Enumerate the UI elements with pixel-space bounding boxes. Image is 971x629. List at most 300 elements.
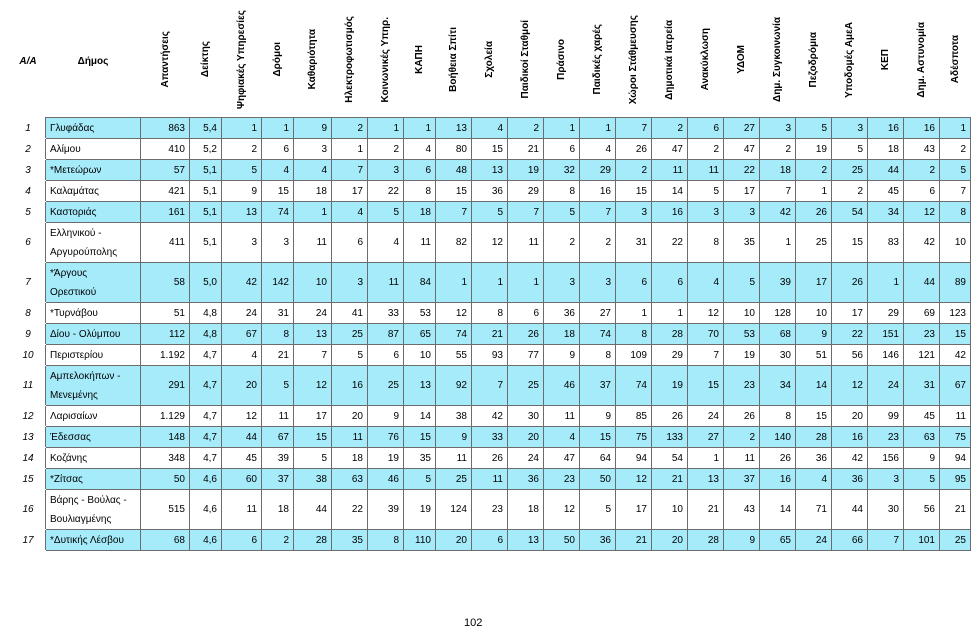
table-cell: 12	[294, 366, 332, 406]
municipality-ranking-table	[10, 5, 971, 551]
table-cell: 7	[436, 202, 472, 223]
table-cell: 83	[868, 223, 904, 263]
table-cell: 16	[904, 118, 940, 139]
table-cell: 3	[832, 118, 868, 139]
table-cell: 2	[832, 181, 868, 202]
table-cell: 15	[472, 139, 508, 160]
table-cell: 24	[294, 303, 332, 324]
table-cell: 12	[544, 490, 580, 530]
table-cell: 34	[760, 366, 796, 406]
table-cell: 42	[760, 202, 796, 223]
table-cell: 8	[688, 223, 724, 263]
table-cell: 89	[940, 263, 971, 303]
table-cell: 12	[832, 366, 868, 406]
table-cell: 29	[868, 303, 904, 324]
table-cell: 50	[141, 469, 190, 490]
table-cell: 35	[332, 530, 368, 551]
table-cell: 28	[294, 530, 332, 551]
table-cell: 2	[724, 427, 760, 448]
table-cell: 4	[404, 139, 436, 160]
row-index: 3	[11, 160, 46, 181]
table-cell: 12	[616, 469, 652, 490]
table-cell: 5	[222, 160, 262, 181]
table-cell: 34	[868, 202, 904, 223]
table-cell: 6	[368, 345, 404, 366]
table-cell: 101	[904, 530, 940, 551]
table-cell: 58	[141, 263, 190, 303]
row-index: 1	[11, 118, 46, 139]
table-cell: 69	[904, 303, 940, 324]
table-cell: 4	[294, 160, 332, 181]
table-cell: 3	[760, 118, 796, 139]
table-cell: 18	[262, 490, 294, 530]
table-cell: 24	[508, 448, 544, 469]
table-cell: 8	[616, 324, 652, 345]
table-cell: 20	[332, 406, 368, 427]
table-cell: 20	[652, 530, 688, 551]
column-header-label: Παιδικοί Σταθμοί	[520, 20, 531, 99]
table-cell: 8	[580, 345, 616, 366]
table-cell: 1	[940, 118, 971, 139]
table-cell: 26	[724, 406, 760, 427]
municipality-name: *Μετεώρων	[46, 160, 141, 181]
table-cell: 39	[760, 263, 796, 303]
table-cell: 9	[904, 448, 940, 469]
table-cell: 11	[652, 160, 688, 181]
table-cell: 8	[404, 181, 436, 202]
column-header-label: Δείκτης	[200, 41, 211, 78]
table-cell: 1.192	[141, 345, 190, 366]
table-cell: 74	[262, 202, 294, 223]
table-cell: 1	[472, 263, 508, 303]
table-cell: 27	[724, 118, 760, 139]
column-header	[760, 5, 796, 118]
table-cell: 64	[580, 448, 616, 469]
column-header	[796, 5, 832, 118]
table-cell: 121	[904, 345, 940, 366]
row-index: 17	[11, 530, 46, 551]
table-cell: 13	[472, 160, 508, 181]
table-cell: 56	[904, 490, 940, 530]
column-header-label: Βοήθεια Σπίτι	[448, 27, 459, 92]
municipality-name: Περιστερίου	[46, 345, 141, 366]
table-cell: 42	[904, 223, 940, 263]
table-cell: 15	[616, 181, 652, 202]
table-cell: 19	[652, 366, 688, 406]
row-index: 12	[11, 406, 46, 427]
table-cell: 5	[404, 469, 436, 490]
table-cell: 12	[688, 303, 724, 324]
table-cell: 13	[508, 530, 544, 551]
table-cell: 5,2	[190, 139, 222, 160]
table-cell: 15	[294, 427, 332, 448]
table-cell: 4,6	[190, 469, 222, 490]
table-cell: 3	[294, 139, 332, 160]
table-cell: 5,1	[190, 202, 222, 223]
table-cell: 16	[580, 181, 616, 202]
table-cell: 3	[368, 160, 404, 181]
table-cell: 71	[796, 490, 832, 530]
municipality-name: *Άργους Ορεστικού	[46, 263, 141, 303]
table-cell: 37	[724, 469, 760, 490]
table-cell: 1	[760, 223, 796, 263]
column-header-label: ΥΔΟΜ	[736, 45, 747, 74]
column-header	[294, 5, 332, 118]
table-cell: 17	[796, 263, 832, 303]
table-cell: 1	[580, 118, 616, 139]
table-cell: 161	[141, 202, 190, 223]
table-cell: 23	[472, 490, 508, 530]
table-cell: 8	[940, 202, 971, 223]
table-cell: 15	[796, 406, 832, 427]
table-cell: 35	[724, 223, 760, 263]
column-header	[940, 5, 971, 118]
table-cell: 1	[616, 303, 652, 324]
table-cell: 25	[940, 530, 971, 551]
table-cell: 8	[472, 303, 508, 324]
table-cell: 9	[796, 324, 832, 345]
table-cell: 19	[724, 345, 760, 366]
table-cell: 43	[904, 139, 940, 160]
table-cell: 2	[544, 223, 580, 263]
table-cell: 47	[544, 448, 580, 469]
table-cell: 11	[544, 406, 580, 427]
table-cell: 124	[436, 490, 472, 530]
table-cell: 1	[368, 118, 404, 139]
table-cell: 1.129	[141, 406, 190, 427]
table-cell: 5	[332, 345, 368, 366]
table-cell: 74	[616, 366, 652, 406]
column-header-label: Πράσινο	[556, 39, 567, 80]
table-cell: 22	[832, 324, 868, 345]
table-cell: 68	[141, 530, 190, 551]
row-index: 4	[11, 181, 46, 202]
table-cell: 4	[368, 223, 404, 263]
table-cell: 76	[368, 427, 404, 448]
table-cell: 21	[262, 345, 294, 366]
table-cell: 5	[580, 490, 616, 530]
table-cell: 3	[332, 263, 368, 303]
table-cell: 17	[616, 490, 652, 530]
row-index: 8	[11, 303, 46, 324]
table-cell: 19	[368, 448, 404, 469]
table-cell: 4,6	[190, 530, 222, 551]
table-cell: 6	[544, 139, 580, 160]
table-cell: 3	[544, 263, 580, 303]
column-header-label: Πεζοδρόμια	[808, 31, 819, 88]
table-row	[11, 223, 971, 263]
table-cell: 3	[262, 223, 294, 263]
table-cell: 94	[616, 448, 652, 469]
table-cell: 15	[940, 324, 971, 345]
table-cell: 4,6	[190, 490, 222, 530]
column-header-label: Δημοτικά Ιατρεία	[664, 19, 675, 100]
table-cell: 10	[404, 345, 436, 366]
table-cell: 65	[760, 530, 796, 551]
table-cell: 2	[222, 139, 262, 160]
table-cell: 5,4	[190, 118, 222, 139]
table-cell: 26	[652, 406, 688, 427]
table-row	[11, 469, 971, 490]
table-cell: 411	[141, 223, 190, 263]
table-cell: 8	[262, 324, 294, 345]
table-cell: 94	[940, 448, 971, 469]
table-row	[11, 324, 971, 345]
table-cell: 10	[940, 223, 971, 263]
table-cell: 348	[141, 448, 190, 469]
table-cell: 4,7	[190, 406, 222, 427]
table-cell: 27	[580, 303, 616, 324]
table-cell: 10	[652, 490, 688, 530]
table-cell: 18	[294, 181, 332, 202]
municipality-name: *Ζίτσας	[46, 469, 141, 490]
table-row	[11, 202, 971, 223]
table-cell: 4,7	[190, 427, 222, 448]
table-cell: 1	[544, 118, 580, 139]
municipality-name: Γλυφάδας	[46, 118, 141, 139]
row-index: 6	[11, 223, 46, 263]
table-cell: 4	[332, 202, 368, 223]
table-cell: 36	[544, 303, 580, 324]
table-cell: 5,0	[190, 263, 222, 303]
table-cell: 3	[222, 223, 262, 263]
table-cell: 46	[368, 469, 404, 490]
table-cell: 21	[652, 469, 688, 490]
table-cell: 5	[262, 366, 294, 406]
column-header	[616, 5, 652, 118]
table-cell: 9	[436, 427, 472, 448]
table-cell: 18	[544, 324, 580, 345]
table-cell: 22	[652, 223, 688, 263]
table-cell: 99	[868, 406, 904, 427]
table-cell: 19	[404, 490, 436, 530]
table-cell: 4	[688, 263, 724, 303]
table-cell: 6	[652, 263, 688, 303]
table-cell: 5	[472, 202, 508, 223]
table-cell: 11	[472, 469, 508, 490]
table-cell: 26	[472, 448, 508, 469]
table-cell: 3	[616, 202, 652, 223]
column-header-label: ΚΕΠ	[880, 48, 891, 71]
table-cell: 6	[508, 303, 544, 324]
table-cell: 11	[940, 406, 971, 427]
table-cell: 9	[580, 406, 616, 427]
table-cell: 7	[580, 202, 616, 223]
table-cell: 28	[652, 324, 688, 345]
municipality-name: Αμπελοκήπων - Μενεμένης	[46, 366, 141, 406]
table-cell: 11	[724, 448, 760, 469]
table-cell: 9	[724, 530, 760, 551]
table-cell: 6	[222, 530, 262, 551]
table-cell: 17	[294, 406, 332, 427]
table-row	[11, 345, 971, 366]
table-cell: 8	[760, 406, 796, 427]
table-cell: 36	[580, 530, 616, 551]
table-row	[11, 427, 971, 448]
table-cell: 2	[262, 530, 294, 551]
table-cell: 410	[141, 139, 190, 160]
table-cell: 38	[294, 469, 332, 490]
column-header	[868, 5, 904, 118]
table-cell: 23	[544, 469, 580, 490]
table-cell: 2	[332, 118, 368, 139]
table-cell: 44	[832, 490, 868, 530]
table-cell: 6	[904, 181, 940, 202]
row-index: 14	[11, 448, 46, 469]
table-cell: 65	[404, 324, 436, 345]
column-header	[688, 5, 724, 118]
row-index: 7	[11, 263, 46, 303]
table-cell: 4,8	[190, 324, 222, 345]
table-cell: 60	[222, 469, 262, 490]
table-cell: 140	[760, 427, 796, 448]
table-cell: 1	[868, 263, 904, 303]
column-header	[904, 5, 940, 118]
table-cell: 4,8	[190, 303, 222, 324]
table-cell: 2	[616, 160, 652, 181]
column-header-label: Χώροι Στάθμευσης	[628, 14, 639, 105]
table-cell: 12	[472, 223, 508, 263]
municipality-name: Δίου - Ολύμπου	[46, 324, 141, 345]
column-header	[404, 5, 436, 118]
table-cell: 85	[616, 406, 652, 427]
table-cell: 22	[724, 160, 760, 181]
table-cell: 151	[868, 324, 904, 345]
row-index: 15	[11, 469, 46, 490]
municipality-name: *Δυτικής Λέσβου	[46, 530, 141, 551]
column-header-label: Δημ. Αστυνομία	[916, 21, 927, 98]
row-index: 16	[11, 490, 46, 530]
table-cell: 5	[904, 469, 940, 490]
table-cell: 22	[332, 490, 368, 530]
table-cell: 4	[580, 139, 616, 160]
table-cell: 7	[940, 181, 971, 202]
table-row	[11, 263, 971, 303]
table-cell: 35	[404, 448, 436, 469]
table-cell: 26	[832, 263, 868, 303]
row-index: 11	[11, 366, 46, 406]
table-cell: 19	[796, 139, 832, 160]
table-cell: 27	[688, 427, 724, 448]
table-cell: 9	[368, 406, 404, 427]
table-cell: 31	[616, 223, 652, 263]
table-cell: 7	[868, 530, 904, 551]
table-cell: 84	[404, 263, 436, 303]
table-cell: 20	[222, 366, 262, 406]
table-cell: 36	[472, 181, 508, 202]
table-cell: 48	[436, 160, 472, 181]
table-cell: 26	[796, 202, 832, 223]
table-cell: 45	[868, 181, 904, 202]
table-cell: 36	[508, 469, 544, 490]
table-cell: 43	[724, 490, 760, 530]
table-cell: 21	[940, 490, 971, 530]
column-header-label: Δημ. Συγκοινωνία	[772, 17, 783, 102]
table-cell: 11	[404, 223, 436, 263]
table-cell: 75	[616, 427, 652, 448]
table-cell: 863	[141, 118, 190, 139]
table-cell: 6	[616, 263, 652, 303]
table-cell: 24	[688, 406, 724, 427]
column-header	[652, 5, 688, 118]
table-cell: 11	[262, 406, 294, 427]
table-cell: 1	[222, 118, 262, 139]
table-cell: 12	[904, 202, 940, 223]
table-cell: 1	[332, 139, 368, 160]
column-header	[832, 5, 868, 118]
column-header-label: Σχολεία	[484, 41, 495, 78]
table-cell: 14	[760, 490, 796, 530]
table-cell: 5	[368, 202, 404, 223]
table-cell: 1	[652, 303, 688, 324]
row-index: 2	[11, 139, 46, 160]
table-cell: 24	[222, 303, 262, 324]
table-cell: 47	[652, 139, 688, 160]
table-cell: 3	[868, 469, 904, 490]
table-cell: 53	[404, 303, 436, 324]
column-header: Α/Α	[19, 55, 37, 67]
table-cell: 16	[868, 118, 904, 139]
table-cell: 36	[796, 448, 832, 469]
table-cell: 10	[724, 303, 760, 324]
row-index: 10	[11, 345, 46, 366]
table-cell: 25	[436, 469, 472, 490]
column-header-label: Καθαριότητα	[307, 29, 318, 90]
table-cell: 54	[652, 448, 688, 469]
table-cell: 51	[796, 345, 832, 366]
table-cell: 82	[436, 223, 472, 263]
table-cell: 146	[868, 345, 904, 366]
column-header-label: ΚΑΠΗ	[414, 45, 425, 74]
table-cell: 18	[404, 202, 436, 223]
table-cell: 11	[222, 490, 262, 530]
table-cell: 109	[616, 345, 652, 366]
table-cell: 156	[868, 448, 904, 469]
table-cell: 67	[262, 427, 294, 448]
table-cell: 8	[544, 181, 580, 202]
header-row	[11, 5, 971, 118]
table-cell: 41	[332, 303, 368, 324]
table-row	[11, 406, 971, 427]
table-cell: 16	[760, 469, 796, 490]
table-cell: 10	[796, 303, 832, 324]
column-header	[580, 5, 616, 118]
table-cell: 20	[508, 427, 544, 448]
table-cell: 2	[580, 223, 616, 263]
table-cell: 112	[141, 324, 190, 345]
table-cell: 2	[904, 160, 940, 181]
page-number: 102	[464, 617, 483, 629]
table-cell: 24	[796, 530, 832, 551]
table-cell: 3	[724, 202, 760, 223]
table-cell: 4	[472, 118, 508, 139]
table-cell: 11	[436, 448, 472, 469]
table-cell: 44	[904, 263, 940, 303]
table-cell: 15	[262, 181, 294, 202]
table-cell: 1	[796, 181, 832, 202]
table-cell: 37	[580, 366, 616, 406]
table-cell: 4,7	[190, 448, 222, 469]
table-cell: 17	[724, 181, 760, 202]
table-cell: 11	[294, 223, 332, 263]
table-cell: 2	[508, 118, 544, 139]
table-cell: 291	[141, 366, 190, 406]
municipality-name: Καλαμάτας	[46, 181, 141, 202]
table-cell: 5	[940, 160, 971, 181]
table-cell: 87	[368, 324, 404, 345]
table-cell: 25	[832, 160, 868, 181]
column-header-label: Ανακύκλωση	[700, 28, 711, 91]
